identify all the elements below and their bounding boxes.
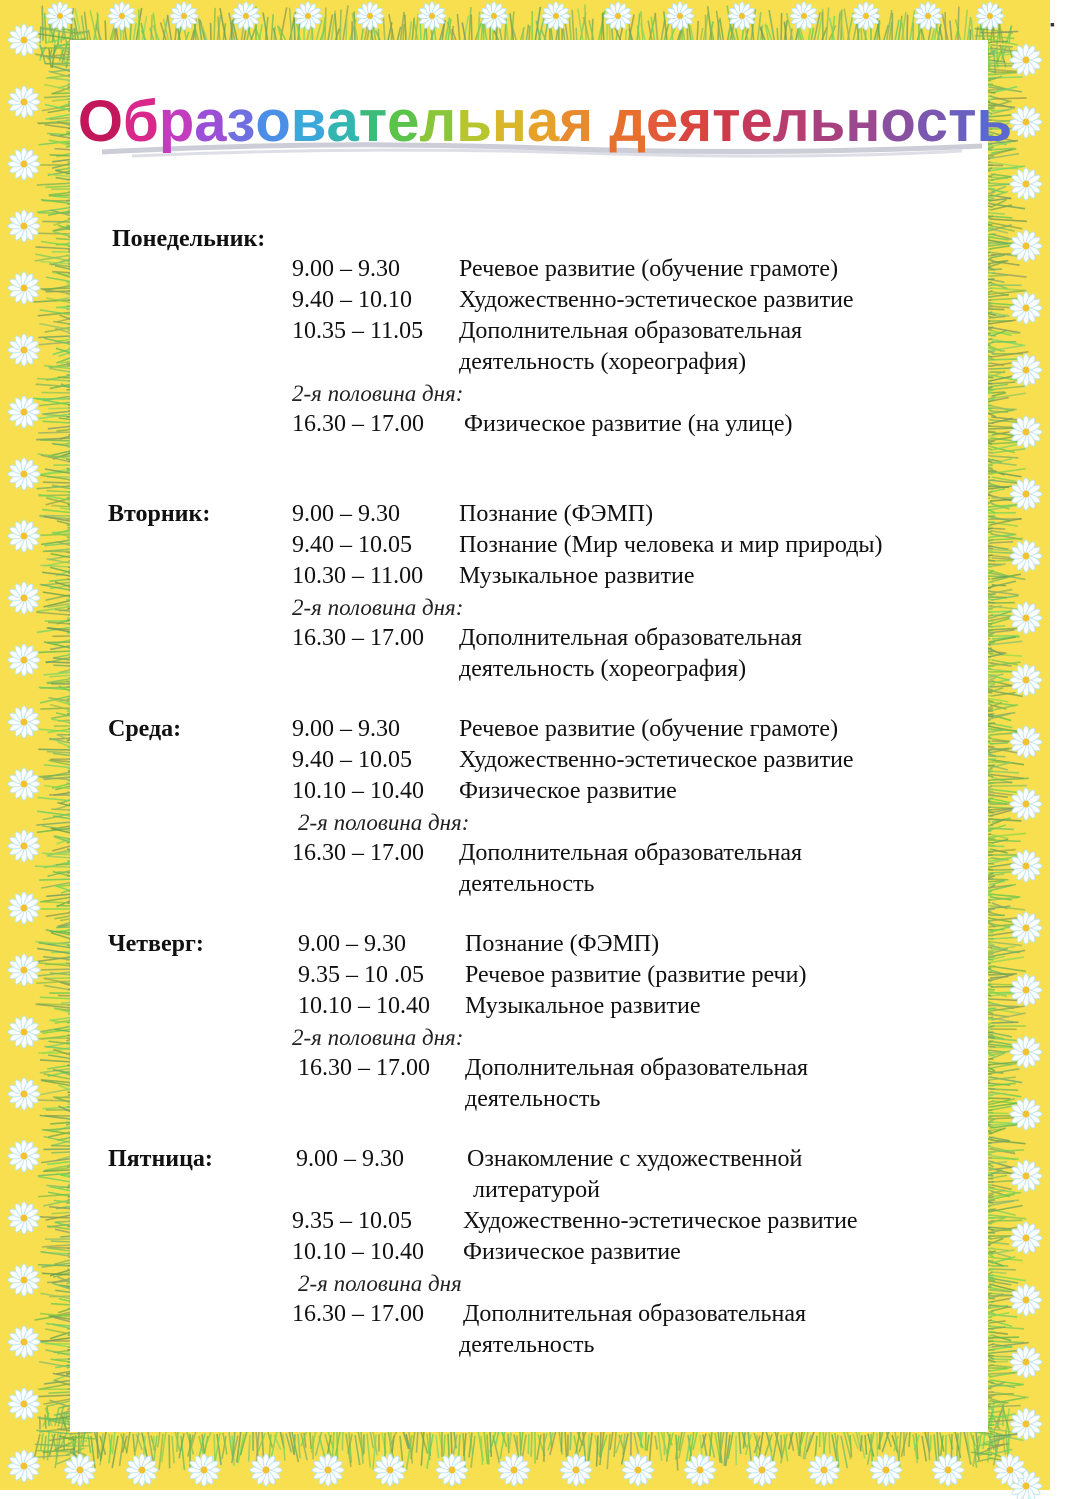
title-letter: т: [712, 89, 741, 154]
time-range: 9.40 – 10.05: [292, 747, 412, 773]
time-range: 16.30 – 17.00: [292, 411, 424, 437]
title-letter: ь: [809, 89, 846, 154]
time-range: 9.35 – 10 .05: [298, 962, 424, 988]
title-letter: ь: [456, 89, 492, 154]
activity-name: Художественно-эстетическое развитие: [463, 1208, 858, 1234]
second-half-day-label: 2-я половина дня:: [292, 595, 464, 620]
day-label: Вторник:: [108, 501, 211, 527]
time-range: 9.00 – 9.30: [292, 501, 400, 527]
activity-name: Речевое развитие (обучение грамоте): [459, 716, 839, 742]
title-letter: я: [559, 89, 594, 154]
title-letter: е: [387, 89, 420, 154]
activity-name: Музыкальное развитие: [465, 993, 701, 1019]
activity-continuation: деятельность: [459, 871, 595, 897]
activity-name: Речевое развитие (развитие речи): [465, 962, 807, 988]
page-title: [0, 88, 1090, 155]
title-letter: б: [122, 89, 159, 154]
title-letter: [593, 88, 609, 155]
time-range: 10.30 – 11.00: [292, 563, 424, 589]
activity-name: Дополнительная образовательная: [459, 318, 803, 344]
title-letter: с: [915, 89, 949, 154]
title-letter: О: [77, 89, 123, 154]
activity-name: Дополнительная образовательная: [465, 1055, 809, 1081]
time-range: 10.10 – 10.40: [292, 778, 424, 804]
second-half-day-label: 2-я половина дня:: [292, 1025, 464, 1050]
day-label: Среда:: [108, 716, 182, 742]
activity-name: Физическое развитие: [459, 778, 677, 804]
time-range: 16.30 – 17.00: [298, 1055, 430, 1081]
activity-continuation: деятельность (хореография): [459, 656, 747, 682]
activity-name: Музыкальное развитие: [459, 563, 695, 589]
activity-name: Познание (Мир человека и мир природы): [459, 532, 883, 558]
day-label: Пятница:: [108, 1146, 213, 1172]
title-letter: а: [194, 89, 227, 154]
time-range: 9.00 – 9.30: [298, 931, 406, 957]
time-range: 9.00 – 9.30: [292, 716, 400, 742]
activity-name: Познание (ФЭМП): [459, 501, 654, 527]
activity-name: Ознакомление с художественной: [467, 1146, 803, 1172]
activity-name: Художественно-эстетическое развитие: [459, 287, 854, 313]
activity-name: Дополнительная образовательная: [459, 625, 803, 651]
activity-continuation: литературой: [473, 1177, 601, 1203]
title-letter: а: [326, 89, 359, 154]
title-letter: т: [948, 89, 977, 154]
scan-mark-icon: ▪: [1050, 18, 1055, 33]
activity-name: Речевое развитие (обучение грамоте): [459, 256, 839, 282]
activity-name: Художественно-эстетическое развитие: [459, 747, 854, 773]
day-label: Понедельник:: [112, 226, 266, 252]
time-range: 9.40 – 10.10: [292, 287, 412, 313]
title-letter: е: [646, 89, 679, 154]
title-letter: е: [740, 89, 773, 154]
title-letter: я: [678, 89, 713, 154]
time-range: 9.40 – 10.05: [292, 532, 412, 558]
second-half-day-label: 2-я половина дня: [298, 1271, 462, 1296]
title-letter: н: [845, 89, 881, 154]
title-letter: о: [880, 89, 916, 154]
title-letter: а: [526, 89, 560, 154]
activity-name: Физическое развитие: [463, 1239, 681, 1265]
activity-continuation: деятельность: [465, 1086, 601, 1112]
title-letter: л: [772, 89, 810, 154]
day-label: Четверг:: [108, 931, 204, 957]
time-range: 9.35 – 10.05: [292, 1208, 412, 1234]
activity-name: Дополнительная образовательная: [463, 1301, 807, 1327]
time-range: 9.00 – 9.30: [296, 1146, 404, 1172]
title-letter: з: [226, 89, 256, 154]
time-range: 16.30 – 17.00: [292, 625, 424, 651]
title-letter: ь: [976, 89, 1013, 154]
title-letter: т: [358, 89, 388, 154]
time-range: 10.10 – 10.40: [298, 993, 430, 1019]
time-range: 16.30 – 17.00: [292, 840, 424, 866]
activity-name: Познание (ФЭМП): [465, 931, 660, 957]
second-half-day-label: 2-я половина дня:: [292, 381, 464, 406]
title-letter: р: [158, 89, 195, 154]
time-range: 10.35 – 11.05: [292, 318, 424, 344]
activity-continuation: деятельность: [459, 1332, 595, 1358]
title-letter: л: [419, 89, 457, 154]
activity-continuation: деятельность (хореография): [459, 349, 747, 375]
second-half-day-label: 2-я половина дня:: [298, 810, 470, 835]
activity-name: Дополнительная образовательная: [459, 840, 803, 866]
title-letter: о: [255, 89, 291, 154]
time-range: 16.30 – 17.00: [292, 1301, 424, 1327]
time-range: 10.10 – 10.40: [292, 1239, 424, 1265]
title-letter: д: [609, 89, 647, 154]
activity-name: Физическое развитие (на улице): [464, 411, 793, 437]
title-letter: в: [290, 89, 327, 154]
title-letter: н: [491, 89, 527, 154]
time-range: 9.00 – 9.30: [292, 256, 400, 282]
